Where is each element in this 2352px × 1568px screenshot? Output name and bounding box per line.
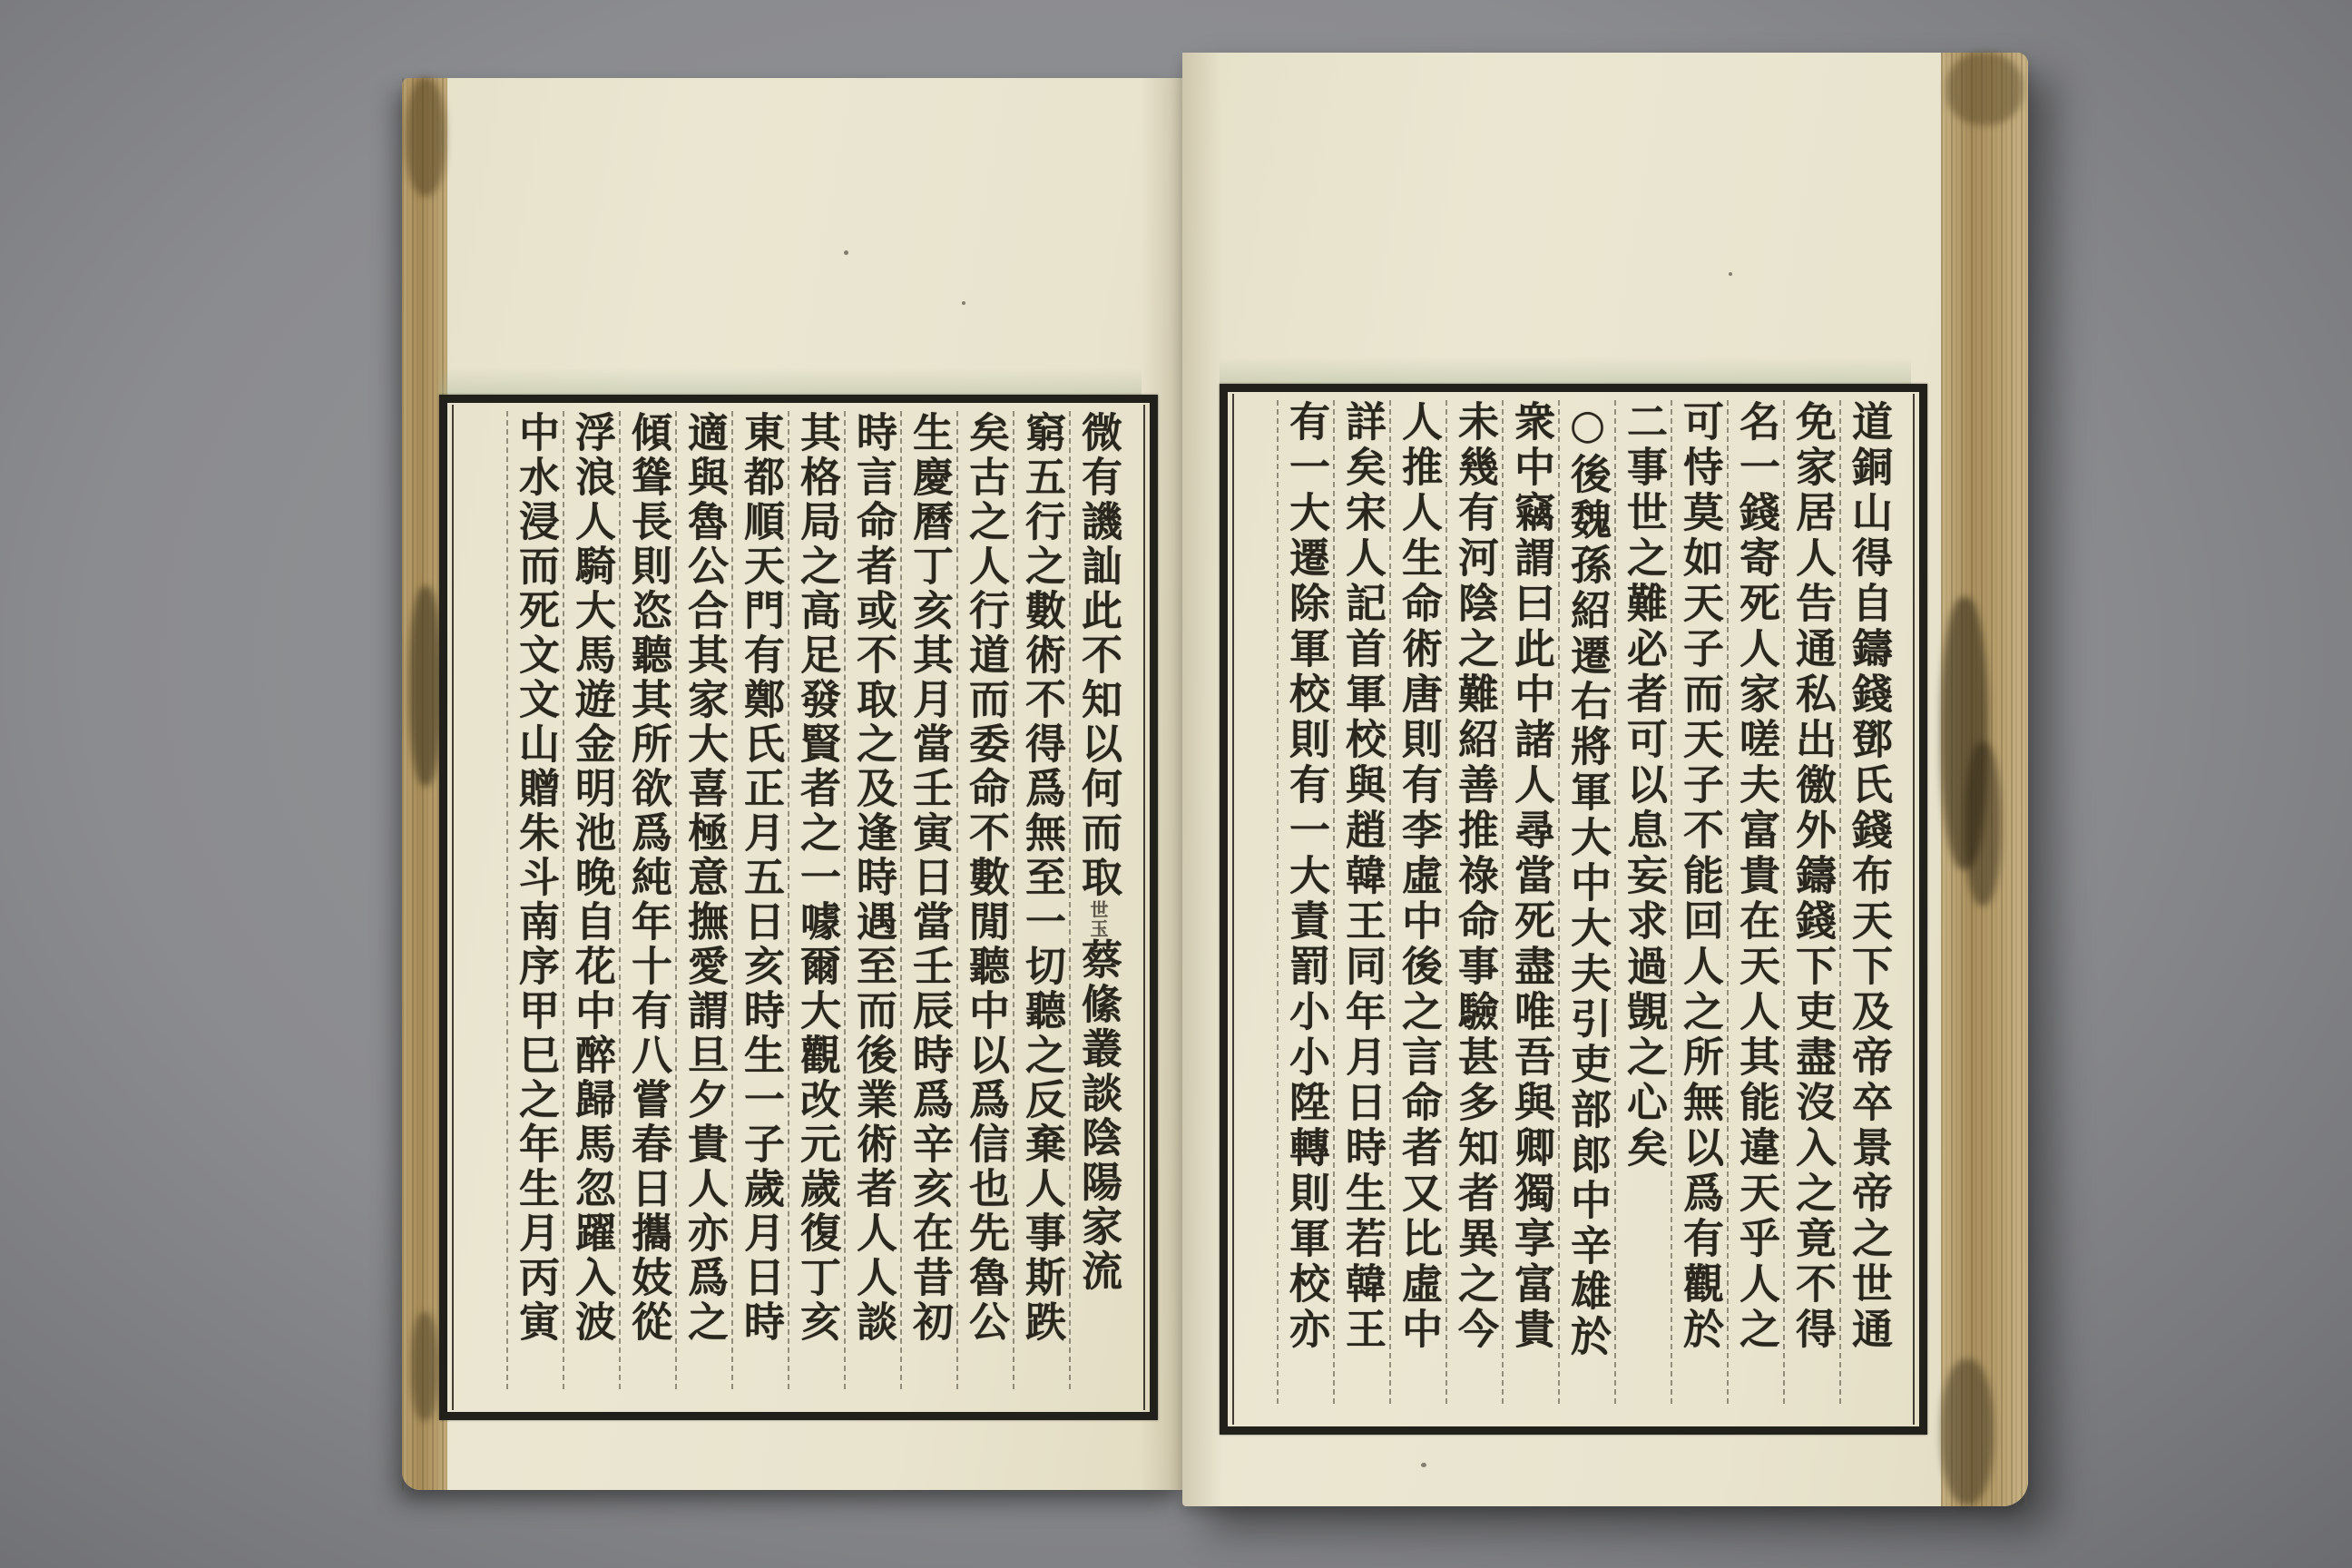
interlinear-small-note: 世玉 (1087, 900, 1109, 938)
text-column: 浮浪人騎大馬遊金明池晚自花中醉歸馬忽躍入波 (563, 411, 619, 1389)
text-column: 有一大遷除軍校則有一大責罰小小陞轉則軍校亦 (1277, 400, 1333, 1404)
ink-smudge (1941, 1359, 1994, 1504)
column-text: 微有譏訕此不知以何而取 (1074, 411, 1122, 900)
ink-speck (844, 250, 848, 255)
text-column: 人推人生命術唐則有李虛中後之言命者又比虛中 (1389, 400, 1446, 1404)
text-column: 詳矣宋人記首軍校與趙韓王同年月日時生若韓王 (1333, 400, 1389, 1404)
paper-tint-band (439, 368, 1142, 395)
text-column: 衆中竊謂曰此中諸人尋當死盡唯吾與卿獨享富貴 (1502, 400, 1558, 1404)
text-column: 道銅山得自鑄錢鄧氏錢布天下及帝卒景帝之世通 (1839, 400, 1896, 1404)
paper-tint-band (1220, 357, 1911, 384)
text-column: 生慶曆丁亥其月當壬寅日當壬辰時爲辛亥在昔初 (900, 411, 956, 1389)
text-column: 中水浸而死文文山贈朱斗南序甲巳之年生月丙寅 (506, 411, 563, 1389)
text-column: 名一錢寄死人家嗟夫富貴在天人其能違天乎人之 (1727, 400, 1783, 1404)
text-column: 免家居人告通私出徼外鑄錢下吏盡沒入之竟不得 (1783, 400, 1839, 1404)
ink-smudge (406, 78, 446, 196)
text-column: 東都順天門有鄭氏正月五日亥時生一子歲月日時 (731, 411, 788, 1389)
ink-smudge (1946, 53, 2023, 125)
gutter-shadow (1182, 53, 1222, 1506)
text-column: ○後魏孫紹遷右將軍大中大夫引吏部郎中辛雄於 (1558, 400, 1614, 1404)
column-text: 蔡絛叢談陰陽家流 (1074, 938, 1122, 1294)
text-column: 其格局之高足發賢者之一噱爾大觀改元歲復丁亥 (788, 411, 844, 1389)
left-page-text-block (447, 411, 1134, 1389)
ink-smudge (1965, 742, 2001, 906)
ink-speck (1729, 272, 1732, 276)
ink-speck (1421, 1463, 1426, 1467)
text-column: 窮五行之數術不得爲無至一切聽之反棄人事斯跌 (1013, 411, 1069, 1389)
text-column: 矣古之人行道而委命不數閒聽中以爲信也先魯公 (956, 411, 1013, 1389)
text-column (1069, 411, 1125, 1389)
right-page-text-block (1228, 400, 1903, 1404)
text-column: 二事世之難必者可以息妄求過覬之心矣 (1614, 400, 1671, 1404)
text-column: 適與魯公合其家大喜極意撫愛謂旦夕貴人亦爲之 (675, 411, 731, 1389)
text-column: 傾聳長則恣聽其所欲爲純年十有八嘗春日攜妓從 (619, 411, 675, 1389)
ink-smudge (409, 586, 442, 786)
text-column: 未幾有河陰之難紹善推祿命事驗甚多知者異之今 (1446, 400, 1502, 1404)
ink-smudge (411, 1312, 438, 1421)
text-column: 可恃莫如天子而天子不能回人之所無以爲有觀於 (1671, 400, 1727, 1404)
ink-speck (962, 301, 965, 305)
right-page-fore-edge (1941, 53, 2028, 1506)
text-column: 時言命者或不取之及逢時遇至而後業術者人人談 (844, 411, 900, 1389)
